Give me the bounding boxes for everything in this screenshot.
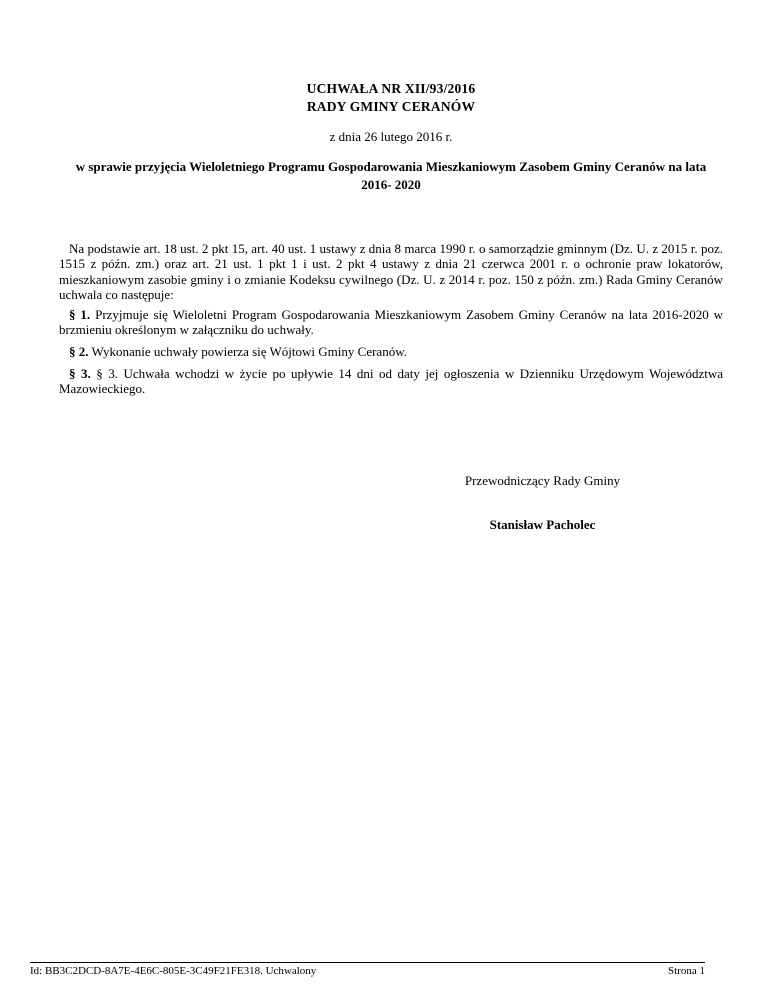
section-1-text: Przyjmuje się Wieloletni Program Gospodarowania Mieszkaniowym Zasobem Gminy Ceranów na lata 2016-2020 w brzmieniu określonym w załączniku do uchwały.: [59, 307, 724, 338]
footer-page-number: Strona 1: [668, 965, 705, 977]
legal-basis-paragraph: Na podstawie art. 18 ust. 2 pkt 15, art. 40 ust. 1 ustawy z dnia 8 marca 1990 r. o samorządzie gminnym (Dz. U. z 2015 r. poz. 1515 z późn. zm.) oraz art. 21 ust. 1 pkt 1 i ust. 2 pkt 4 ustawy z dnia 21 czerwca 2001 r. o ochronie praw lokatorów, mieszkaniowym zasobie gminy i o zmianie Kodeksu cywilnego (Dz. U. z 2014 r. poz. 150 z późn. zm.) Rada Gminy Ceranów uchwala co następuje:: [59, 241, 723, 303]
section-paragraph-2: [59, 344, 723, 359]
document-date: z dnia 26 lutego 2016 r.: [329, 129, 453, 144]
document-title: [59, 80, 723, 115]
title-line-council-name: RADY GMINY CERANÓW: [306, 98, 476, 114]
section-3-text: § 3. Uchwała wchodzi w życie po upływie 14 dni od daty jej ogłoszenia w Dzienniku Urzędowym Województwa Mazowieckiego.: [59, 366, 723, 397]
document-subject: w sprawie przyjęcia Wieloletniego Programu Gospodarowania Mieszkaniowym Zasobem Gminy Ceranów na lata 2016- 2020: [75, 159, 707, 192]
signature-name: Stanisław Pacholec: [489, 517, 596, 532]
section-3-lead: § 3.: [69, 366, 91, 381]
section-1-lead: § 1.: [69, 307, 91, 322]
footer-document-id: Id: BB3C2DCD-8A7E-4E6C-805E-3C49F21FE318. Uchwalony: [30, 965, 317, 977]
signature-role: Przewodniczący Rady Gminy: [464, 473, 621, 488]
page-footer: [30, 962, 705, 978]
section-paragraph-1: [59, 307, 723, 338]
section-paragraph-3: [59, 366, 723, 397]
section-2-lead: § 2.: [69, 344, 89, 359]
title-line-resolution-number: UCHWAŁA NR XII/93/2016: [306, 81, 476, 96]
section-2-text: Wykonanie uchwały powierza się Wójtowi Gminy Ceranów.: [91, 344, 407, 359]
